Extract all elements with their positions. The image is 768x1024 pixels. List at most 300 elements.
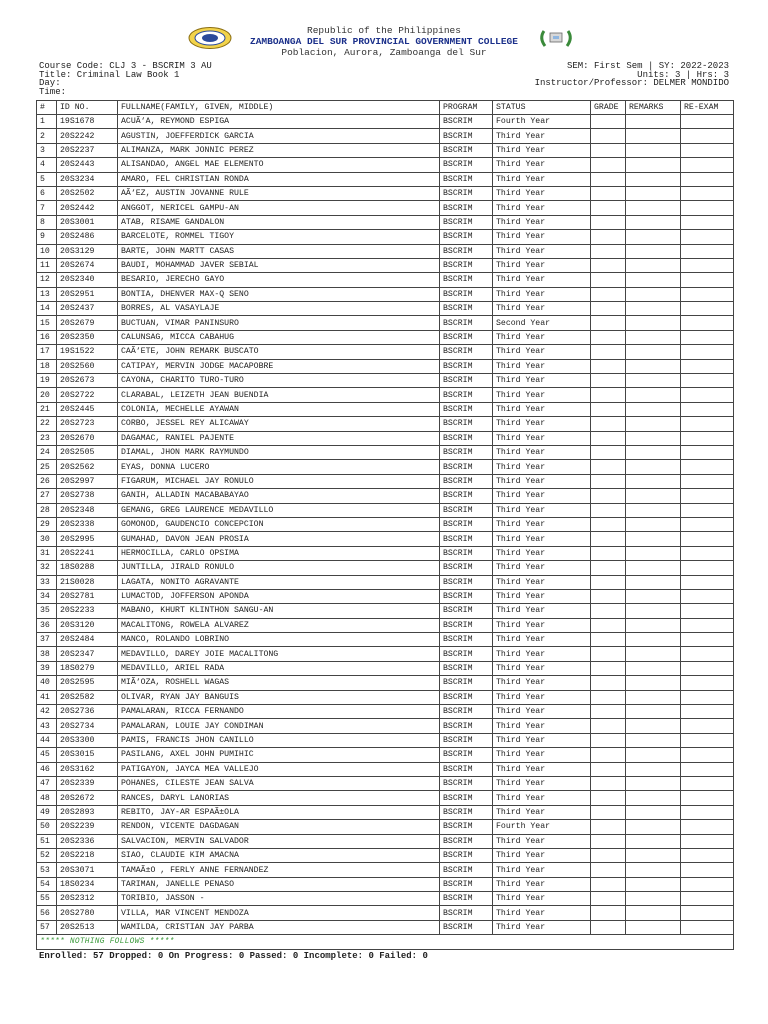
table-row: [37, 791, 734, 805]
student-id: 20S2242: [57, 129, 118, 143]
remarks-cell: [626, 676, 681, 690]
grade-cell: [591, 661, 626, 675]
row-number: 28: [37, 503, 57, 517]
remarks-cell: [626, 892, 681, 906]
table-header-row: [37, 101, 734, 115]
student-status: Third Year: [493, 460, 591, 474]
grade-cell: [591, 719, 626, 733]
student-fullname: MEDAVILLO, ARIEL RADA: [118, 661, 440, 675]
grade-cell: [591, 647, 626, 661]
student-id: 19S1678: [57, 115, 118, 129]
student-status: Third Year: [493, 647, 591, 661]
table-row: [37, 575, 734, 589]
remarks-cell: [626, 690, 681, 704]
row-number: 6: [37, 186, 57, 200]
row-number: 53: [37, 863, 57, 877]
student-fullname: DAGAMAC, RANIEL PAJENTE: [118, 431, 440, 445]
reexam-cell: [681, 661, 734, 675]
grade-cell: [591, 374, 626, 388]
remarks-cell: [626, 215, 681, 229]
student-program: BSCRIM: [440, 273, 493, 287]
remarks-cell: [626, 776, 681, 790]
table-row: [37, 172, 734, 186]
student-program: BSCRIM: [440, 661, 493, 675]
table-row: [37, 719, 734, 733]
grade-cell: [591, 920, 626, 934]
reexam-cell: [681, 834, 734, 848]
table-row: [37, 489, 734, 503]
course-time: Time:: [39, 86, 67, 97]
remarks-cell: [626, 287, 681, 301]
student-status: Third Year: [493, 589, 591, 603]
student-fullname: MACALITONG, ROWELA ALVAREZ: [118, 618, 440, 632]
student-status: Third Year: [493, 604, 591, 618]
reexam-cell: [681, 589, 734, 603]
table-row: [37, 920, 734, 934]
student-status: Third Year: [493, 633, 591, 647]
student-program: BSCRIM: [440, 330, 493, 344]
row-number: 10: [37, 244, 57, 258]
remarks-cell: [626, 791, 681, 805]
reexam-cell: [681, 546, 734, 560]
grade-cell: [591, 618, 626, 632]
nothing-follows-note: ***** NOTHING FOLLOWS *****: [37, 935, 734, 949]
student-program: BSCRIM: [440, 302, 493, 316]
grade-cell: [591, 402, 626, 416]
student-program: BSCRIM: [440, 532, 493, 546]
student-program: BSCRIM: [440, 230, 493, 244]
student-program: BSCRIM: [440, 647, 493, 661]
table-row: [37, 676, 734, 690]
reexam-cell: [681, 359, 734, 373]
student-fullname: WAMILDA, CRISTIAN JAY PARBA: [118, 920, 440, 934]
student-status: Third Year: [493, 834, 591, 848]
student-program: BSCRIM: [440, 129, 493, 143]
student-program: BSCRIM: [440, 676, 493, 690]
grade-cell: [591, 143, 626, 157]
remarks-cell: [626, 388, 681, 402]
student-fullname: GUMAHAD, DAVON JEAN PROSIA: [118, 532, 440, 546]
reexam-cell: [681, 877, 734, 891]
row-number: 31: [37, 546, 57, 560]
reexam-cell: [681, 848, 734, 862]
student-status: Third Year: [493, 330, 591, 344]
row-number: 1: [37, 115, 57, 129]
table-row: [37, 906, 734, 920]
row-number: 34: [37, 589, 57, 603]
student-fullname: HERMOCILLA, CARLO OPSIMA: [118, 546, 440, 560]
table-row: [37, 733, 734, 747]
student-program: BSCRIM: [440, 359, 493, 373]
grade-cell: [591, 834, 626, 848]
student-fullname: JUNTILLA, JIRALD RONULO: [118, 561, 440, 575]
remarks-cell: [626, 618, 681, 632]
student-fullname: BONTIA, DHENVER MAX-Q SENO: [118, 287, 440, 301]
remarks-cell: [626, 733, 681, 747]
row-number: 39: [37, 661, 57, 675]
student-status: Third Year: [493, 661, 591, 675]
row-number: 17: [37, 345, 57, 359]
grade-cell: [591, 445, 626, 459]
student-fullname: MANCO, ROLANDO LOBRINO: [118, 633, 440, 647]
student-fullname: EYAS, DONNA LUCERO: [118, 460, 440, 474]
student-id: 20S2595: [57, 676, 118, 690]
table-row: [37, 532, 734, 546]
reexam-cell: [681, 302, 734, 316]
student-program: BSCRIM: [440, 172, 493, 186]
reexam-cell: [681, 705, 734, 719]
table-row: [37, 431, 734, 445]
student-status: Third Year: [493, 705, 591, 719]
school-name: ZAMBOANGA DEL SUR PROVINCIAL GOVERNMENT COLLEGE: [250, 36, 518, 47]
row-number: 54: [37, 877, 57, 891]
student-status: Third Year: [493, 172, 591, 186]
student-fullname: LUMACTOD, JOFFERSON APONDA: [118, 589, 440, 603]
grade-cell: [591, 172, 626, 186]
student-id: 20S3129: [57, 244, 118, 258]
student-id: 20S2781: [57, 589, 118, 603]
remarks-cell: [626, 273, 681, 287]
table-row: [37, 517, 734, 531]
student-program: BSCRIM: [440, 460, 493, 474]
student-program: BSCRIM: [440, 186, 493, 200]
remarks-cell: [626, 906, 681, 920]
student-id: 20S2241: [57, 546, 118, 560]
student-id: 20S2734: [57, 719, 118, 733]
student-status: Third Year: [493, 445, 591, 459]
student-status: Third Year: [493, 561, 591, 575]
row-number: 20: [37, 388, 57, 402]
reexam-cell: [681, 532, 734, 546]
grade-cell: [591, 575, 626, 589]
table-row: [37, 762, 734, 776]
row-number: 40: [37, 676, 57, 690]
student-id: 20S2347: [57, 647, 118, 661]
reexam-cell: [681, 647, 734, 661]
remarks-cell: [626, 661, 681, 675]
remarks-cell: [626, 604, 681, 618]
remarks-cell: [626, 244, 681, 258]
col-header-number: #: [37, 101, 57, 115]
row-number: 32: [37, 561, 57, 575]
student-id: 20S2951: [57, 287, 118, 301]
student-status: Third Year: [493, 158, 591, 172]
student-fullname: PAMALARAN, RICCA FERNANDO: [118, 705, 440, 719]
table-row: [37, 690, 734, 704]
grade-cell: [591, 676, 626, 690]
row-number: 12: [37, 273, 57, 287]
row-number: 50: [37, 820, 57, 834]
student-fullname: PAMIS, FRANCIS JHON CANILLO: [118, 733, 440, 747]
grade-cell: [591, 604, 626, 618]
table-row: [37, 244, 734, 258]
reexam-cell: [681, 748, 734, 762]
grade-cell: [591, 748, 626, 762]
student-program: BSCRIM: [440, 316, 493, 330]
grade-cell: [591, 474, 626, 488]
reexam-cell: [681, 892, 734, 906]
student-id: 20S2239: [57, 820, 118, 834]
row-number: 2: [37, 129, 57, 143]
units-hours: Units: 3 | Hrs: 3: [637, 69, 729, 80]
reexam-cell: [681, 489, 734, 503]
grade-cell: [591, 863, 626, 877]
table-row: [37, 776, 734, 790]
roster-body: [37, 115, 734, 935]
student-fullname: CAYONA, CHARITO TURO-TURO: [118, 374, 440, 388]
student-status: Second Year: [493, 316, 591, 330]
student-status: Third Year: [493, 215, 591, 229]
grade-cell: [591, 316, 626, 330]
student-fullname: ALISANDAO, ANGEL MAE ELEMENTO: [118, 158, 440, 172]
remarks-cell: [626, 748, 681, 762]
table-row: [37, 589, 734, 603]
table-row: [37, 834, 734, 848]
row-number: 46: [37, 762, 57, 776]
student-fullname: GOMONOD, GAUDENCIO CONCEPCION: [118, 517, 440, 531]
reexam-cell: [681, 575, 734, 589]
row-number: 37: [37, 633, 57, 647]
reexam-cell: [681, 561, 734, 575]
table-row: [37, 388, 734, 402]
student-fullname: BARTE, JOHN MARTT CASAS: [118, 244, 440, 258]
remarks-cell: [626, 920, 681, 934]
table-row: [37, 129, 734, 143]
student-status: Third Year: [493, 388, 591, 402]
student-fullname: REBITO, JAY-AR ESPAÃ±OLA: [118, 805, 440, 819]
reexam-cell: [681, 129, 734, 143]
remarks-cell: [626, 143, 681, 157]
student-fullname: BESARIO, JERECHO GAYO: [118, 273, 440, 287]
student-status: Third Year: [493, 863, 591, 877]
reexam-cell: [681, 517, 734, 531]
table-row: [37, 115, 734, 129]
student-id: 20S2673: [57, 374, 118, 388]
student-id: 20S3015: [57, 748, 118, 762]
row-number: 55: [37, 892, 57, 906]
student-id: 19S1522: [57, 345, 118, 359]
grade-cell: [591, 892, 626, 906]
reexam-cell: [681, 417, 734, 431]
remarks-cell: [626, 431, 681, 445]
student-id: 20S2780: [57, 906, 118, 920]
student-fullname: RANCES, DARYL LANORIAS: [118, 791, 440, 805]
remarks-cell: [626, 877, 681, 891]
grade-cell: [591, 532, 626, 546]
remarks-cell: [626, 532, 681, 546]
table-row: [37, 863, 734, 877]
grade-cell: [591, 115, 626, 129]
row-number: 26: [37, 474, 57, 488]
student-id: 20S2674: [57, 258, 118, 272]
student-program: BSCRIM: [440, 848, 493, 862]
student-program: BSCRIM: [440, 834, 493, 848]
table-row: [37, 417, 734, 431]
student-fullname: TARIMAN, JANELLE PENASO: [118, 877, 440, 891]
grade-cell: [591, 762, 626, 776]
student-status: Third Year: [493, 719, 591, 733]
table-row: [37, 186, 734, 200]
remarks-cell: [626, 589, 681, 603]
reexam-cell: [681, 244, 734, 258]
student-program: BSCRIM: [440, 287, 493, 301]
row-number: 11: [37, 258, 57, 272]
grade-cell: [591, 287, 626, 301]
reexam-cell: [681, 345, 734, 359]
student-id: 18S0279: [57, 661, 118, 675]
student-fullname: OLIVAR, RYAN JAY BANGUIS: [118, 690, 440, 704]
student-id: 20S2582: [57, 690, 118, 704]
table-row: [37, 705, 734, 719]
table-row: [37, 330, 734, 344]
grade-cell: [591, 230, 626, 244]
grade-cell: [591, 848, 626, 862]
student-status: Third Year: [493, 474, 591, 488]
student-fullname: AGUSTIN, JOEFFERDICK GARCIA: [118, 129, 440, 143]
student-id: 20S2560: [57, 359, 118, 373]
table-row: [37, 201, 734, 215]
student-id: 20S3120: [57, 618, 118, 632]
grade-cell: [591, 201, 626, 215]
table-row: [37, 848, 734, 862]
table-row: [37, 230, 734, 244]
student-status: Third Year: [493, 805, 591, 819]
student-program: BSCRIM: [440, 719, 493, 733]
reexam-cell: [681, 258, 734, 272]
student-fullname: LAGATA, NONITO AGRAVANTE: [118, 575, 440, 589]
student-id: 20S2445: [57, 402, 118, 416]
row-number: 15: [37, 316, 57, 330]
remarks-cell: [626, 172, 681, 186]
student-program: BSCRIM: [440, 258, 493, 272]
student-fullname: BARCELOTE, ROMMEL TIGOY: [118, 230, 440, 244]
student-program: BSCRIM: [440, 762, 493, 776]
grade-cell: [591, 489, 626, 503]
table-row: [37, 561, 734, 575]
grade-cell: [591, 244, 626, 258]
table-row: [37, 503, 734, 517]
student-program: BSCRIM: [440, 474, 493, 488]
row-number: 23: [37, 431, 57, 445]
student-fullname: AMARO, FEL CHRISTIAN RONDA: [118, 172, 440, 186]
student-program: BSCRIM: [440, 417, 493, 431]
student-fullname: TORIBIO, JASSON -: [118, 892, 440, 906]
remarks-cell: [626, 820, 681, 834]
student-fullname: GEMANG, GREG LAURENCE MEDAVILLO: [118, 503, 440, 517]
reexam-cell: [681, 115, 734, 129]
student-program: BSCRIM: [440, 776, 493, 790]
remarks-cell: [626, 302, 681, 316]
student-status: Third Year: [493, 287, 591, 301]
republic-label: Republic of the Philippines: [307, 25, 461, 36]
student-status: Third Year: [493, 489, 591, 503]
remarks-cell: [626, 316, 681, 330]
grade-cell: [591, 791, 626, 805]
row-number: 45: [37, 748, 57, 762]
student-id: 20S3071: [57, 863, 118, 877]
student-program: BSCRIM: [440, 575, 493, 589]
student-id: 20S2437: [57, 302, 118, 316]
reexam-cell: [681, 762, 734, 776]
student-program: BSCRIM: [440, 877, 493, 891]
table-row: [37, 877, 734, 891]
table-row: [37, 402, 734, 416]
reexam-cell: [681, 230, 734, 244]
remarks-cell: [626, 129, 681, 143]
student-program: BSCRIM: [440, 345, 493, 359]
grade-cell: [591, 388, 626, 402]
student-status: Third Year: [493, 848, 591, 862]
student-status: Fourth Year: [493, 820, 591, 834]
grade-cell: [591, 805, 626, 819]
row-number: 30: [37, 532, 57, 546]
student-id: 20S2348: [57, 503, 118, 517]
row-number: 8: [37, 215, 57, 229]
row-number: 51: [37, 834, 57, 848]
student-status: Third Year: [493, 618, 591, 632]
grade-cell: [591, 906, 626, 920]
grade-cell: [591, 733, 626, 747]
student-status: Third Year: [493, 920, 591, 934]
student-id: 18S0234: [57, 877, 118, 891]
row-number: 41: [37, 690, 57, 704]
grade-cell: [591, 431, 626, 445]
term-info: [535, 62, 729, 88]
student-program: BSCRIM: [440, 244, 493, 258]
student-program: BSCRIM: [440, 906, 493, 920]
student-id: 20S2995: [57, 532, 118, 546]
grade-cell: [591, 690, 626, 704]
student-program: BSCRIM: [440, 201, 493, 215]
row-number: 36: [37, 618, 57, 632]
student-id: 20S2893: [57, 805, 118, 819]
reexam-cell: [681, 676, 734, 690]
table-row: [37, 647, 734, 661]
student-status: Third Year: [493, 503, 591, 517]
col-header-status: STATUS: [493, 101, 591, 115]
student-program: BSCRIM: [440, 158, 493, 172]
student-id: 20S3234: [57, 172, 118, 186]
student-fullname: AÃ‘EZ, AUSTIN JOVANNE RULE: [118, 186, 440, 200]
student-id: 20S2312: [57, 892, 118, 906]
document-header: [0, 25, 768, 58]
student-id: 20S2486: [57, 230, 118, 244]
student-fullname: DIAMAL, JHON MARK RAYMUNDO: [118, 445, 440, 459]
student-program: BSCRIM: [440, 589, 493, 603]
student-status: Third Year: [493, 359, 591, 373]
col-header-remarks: REMARKS: [626, 101, 681, 115]
grade-cell: [591, 129, 626, 143]
student-id: 20S2340: [57, 273, 118, 287]
table-row: [37, 892, 734, 906]
table-row: [37, 805, 734, 819]
row-number: 38: [37, 647, 57, 661]
col-header-reexam: RE-EXAM: [681, 101, 734, 115]
reexam-cell: [681, 388, 734, 402]
remarks-cell: [626, 517, 681, 531]
table-row: [37, 546, 734, 560]
remarks-cell: [626, 417, 681, 431]
remarks-cell: [626, 474, 681, 488]
student-fullname: CALUNSAG, MICCA CABAHUG: [118, 330, 440, 344]
table-row: [37, 374, 734, 388]
remarks-cell: [626, 258, 681, 272]
row-number: 22: [37, 417, 57, 431]
col-header-program: PROGRAM: [440, 101, 493, 115]
enrollment-summary: Enrolled: 57 Dropped: 0 On Progress: 0 Passed: 0 Incomplete: 0 Failed: 0: [39, 951, 428, 961]
student-status: Third Year: [493, 733, 591, 747]
student-status: Third Year: [493, 690, 591, 704]
